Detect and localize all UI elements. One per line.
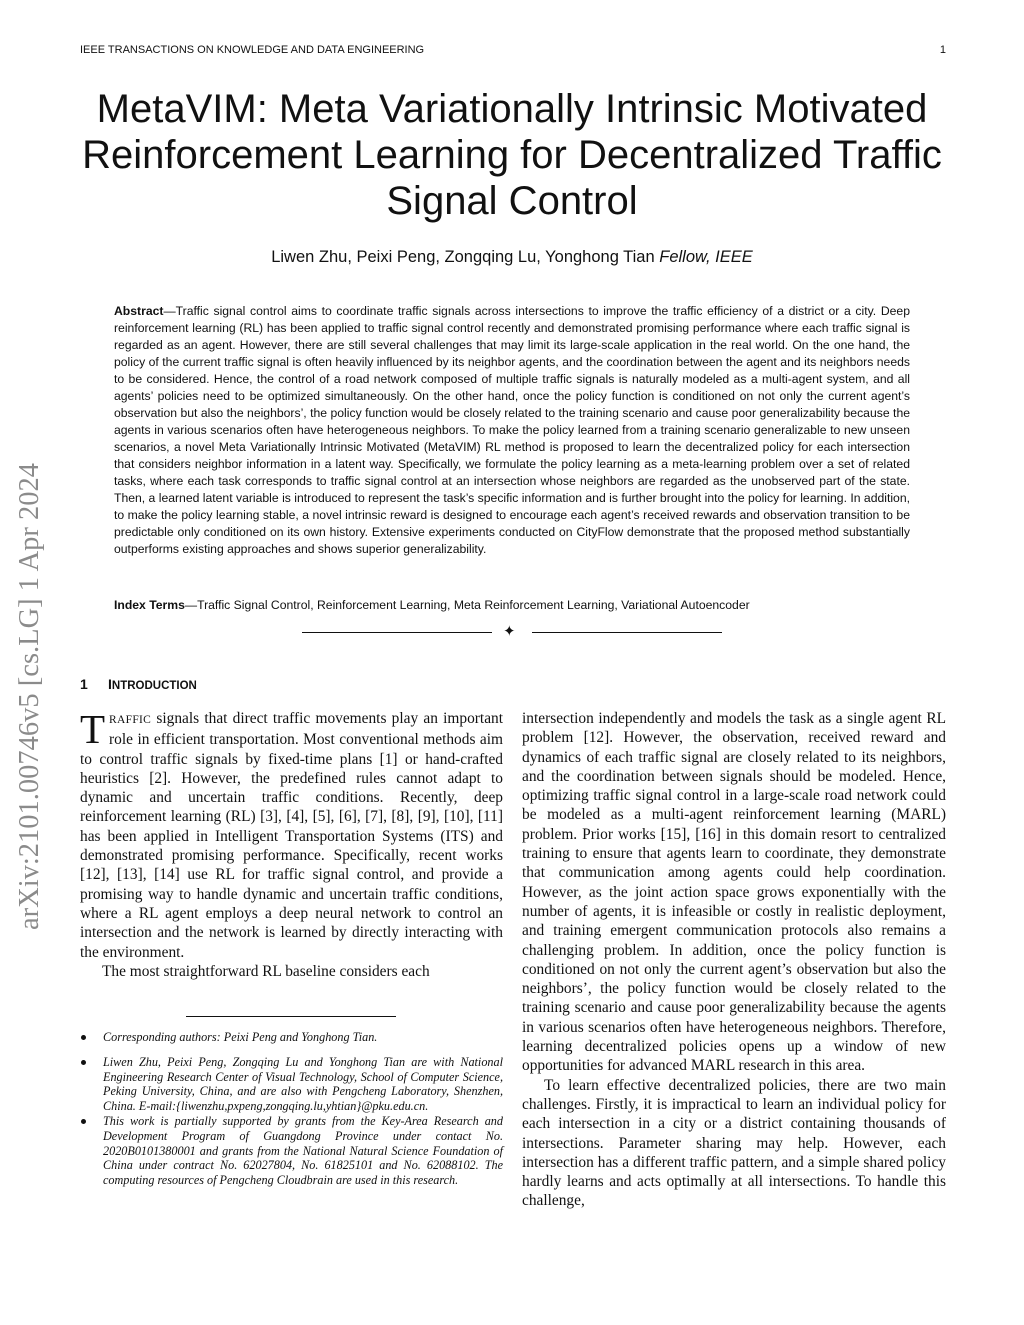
page-number: 1 [939,44,946,56]
abstract [114,303,910,558]
footnote-text: This work is partially supported by grants from the Key-Area Research and Development Program of Guangdong Province under contact No. 2020B0101380001 and grants from the National Natural Science Foundation of China under contract No. 62027804, No. 61825101 and No. 62088102. The computing resources of Pengcheng Cloudbrain are used in this research. [103,1113,503,1188]
footnote-rule [186,1016,396,1017]
author-names: Liwen Zhu, Peixi Peng, Zongqing Lu, Yonghong Tian [271,248,655,266]
section-divider [302,624,722,640]
divider-star-icon: ✦ [503,624,516,640]
section-title-initial: I [108,676,112,692]
running-header [80,44,946,60]
left-column [80,706,503,981]
abstract-label: Abstract [114,304,164,318]
index-terms [114,597,910,614]
footnote-item [80,1114,503,1188]
lead-smallcaps: RAFFIC [109,714,152,726]
paragraph: The most straightforward RL baseline considers each [102,962,430,980]
abstract-text: —Traffic signal control aims to coordinate traffic signals across intersections to improve the traffic efficiency of a district or a city. Deep reinforcement learning (RL) has been applied to traffic signal control recently and demonstrated promising performance where each traffic signal is regarded as an agent. However, there are still several challenges that may limit its large-scale application in the real world. On the one hand, the policy of the current traffic signal is often heavily influenced by its neighbor agents, and the coordination between the agent and its neighbors needs to be considered. Hence, the control of a road network composed of multiple traffic signals is naturally modeled as a multi-agent system, and all agents’ policies need to be optimized simultaneously. On the other hand, once the policy function is conditioned on not only the current agent’s observation but also the neighbors’, the policy function would be closely related to the training scenario and cause poor generalizability because the agents in various scenarios often have heterogeneous neighbors. To make the policy learned from a training scenario generalizable to new unseen scenarios, a novel Meta Variationally Intrinsic Motivated (MetaVIM) RL method is proposed to learn the decentralized policy for each intersection that considers neighbor information in a latent way. Specifically, we formulate the policy learning as a meta-learning problem over a set of related tasks, where each task corresponds to traffic signal control at an intersection whose neighbors are regarded as the unobserved part of the state. Then, a learned latent variable is introduced to represent the task’s specific information and is further brought into the policy for learning. In addition, to make the policy learning stable, a novel intrinsic reward is designed to encourage each agent’s received rewards and observation transition to be predictable only conditioned on its own history. Extensive experiments conducted on CityFlow demonstrate that the proposed method substantially outperforms existing approaches and shows superior generalizability. [114,304,910,556]
author-line [60,248,964,267]
paragraph-text: signals that direct traffic movements play an important role in efficient transportation. Most conventional methods aim to control traffic signals by fixed-time plans [1] or hand-crafted heuristics [2]. However, the predefined rules cannot adapt to dynamic and uncertain traffic conditions. Recently, deep reinforcement learning (RL) [3], [4], [5], [6], [7], [8], [9], [10], [11] has been applied in Intelligent Transportation Systems (ITS) and demonstrated promising performance. Specifically, recent works [12], [13], [14] use RL for traffic signal control, and provide a promising way to handle dynamic and uncertain traffic conditions, where a RL agent employs a deep neural network to control an intersection and the network is learned by directly interacting with the environment. [80,710,503,961]
footnote-item [80,1030,503,1045]
footnotes [80,1030,503,1198]
footnote-item [80,1055,503,1114]
section-number: 1 [80,676,88,692]
paper-title: MetaVIM: Meta Variationally Intrinsic Motivated Reinforcement Learning for Decentralized Traffic Signal Control [82,87,942,223]
journal-name: IEEE TRANSACTIONS ON KNOWLEDGE AND DATA ENGINEERING [80,44,425,56]
bullet-icon [81,1060,86,1065]
divider-rule-left [302,632,492,633]
bullet-icon [81,1035,86,1040]
footnote-text: Liwen Zhu, Peixi Peng, Zongqing Lu and Yonghong Tian are with National Engineering Research Center of Visual Technology, School of Computer Science, Peking University, China, and are also with Pengcheng Laboratory, Shenzhen, China. E-mail:{liwenzhu,pxpeng,zongqing.lu,yhtian}@pku.edu.cn. [103,1054,503,1114]
index-terms-label: Index Terms [114,598,185,612]
footnote-text: Corresponding authors: Peixi Peng and Yonghong Tian. [103,1030,378,1044]
section-heading [80,676,197,692]
section-title-rest: NTRODUCTION [111,680,197,692]
author-title: Fellow, IEEE [659,248,753,266]
arxiv-identifier: arXiv:2101.00746v5 [cs.LG] 1 Apr 2024 [14,462,45,930]
paragraph [80,706,503,962]
paragraph: intersection independently and models the task as a single agent RL problem [12]. However, the observation, received reward and dynamics of each traffic signal are closely related to its neighbors, and the coordination between signals should be modeled. Hence, optimizing traffic signal control in a large-scale road network could be modeled as a multi-agent reinforcement learning (MARL) problem. Prior works [15], [16] in this domain resort to centralized training to ensure that agents learn to coordinate, they demonstrate that communication among agents could help coordination. However, as the joint action space grows exponentially with the number of agents, it is infeasible or costly in realistic deployment, and training emergent communication protocols also remains a challenging problem. In addition, once the policy function is conditioned on not only the current agent’s observation but also the neighbors’, the policy function would be closely related to the training scenario and cause poor generalizability because the agents in various scenarios often have heterogeneous neighbors. Therefore, learning decentralized policies opens up a window of new opportunities for advanced MARL research in this area. [522,710,946,1075]
right-column [522,709,946,1211]
paragraph: To learn effective decentralized policies, there are two main challenges. Firstly, it is impractical to learn an individual policy for each intersection in a city or a district containing thousands of intersections. Parameter sharing may help. However, each intersection has a different traffic pattern, and a simple shared policy hardly learns and acts optimally at all intersections. To handle this challenge, [522,1076,946,1210]
bullet-icon [81,1119,86,1124]
divider-rule-right [532,632,722,633]
index-terms-text: —Traffic Signal Control, Reinforcement Learning, Meta Reinforcement Learning, Variational Autoencoder [184,598,750,612]
drop-cap: T [80,706,106,752]
